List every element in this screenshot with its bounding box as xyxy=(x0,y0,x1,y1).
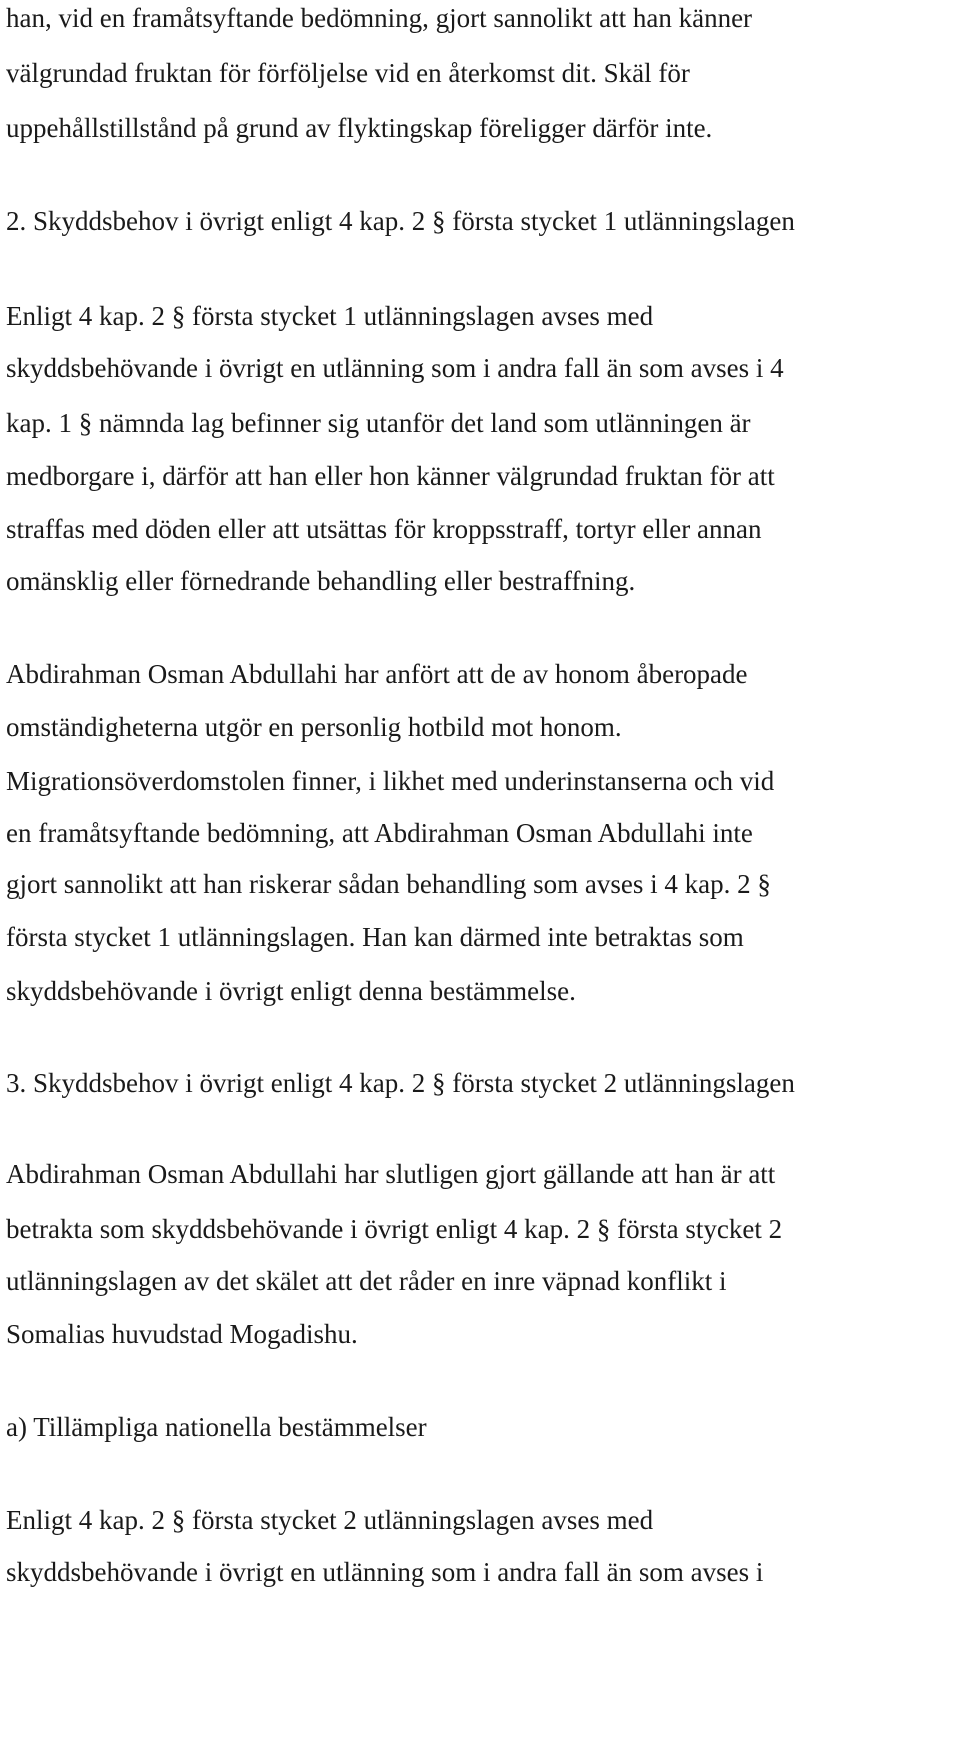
section-heading: 3. Skyddsbehov i övrigt enligt 4 kap. 2 § första stycket 2 utlänningslagen xyxy=(6,1068,795,1098)
text-line: betrakta som skyddsbehövande i övrigt enligt 4 kap. 2 § första stycket 2 xyxy=(6,1214,783,1244)
text-line: Abdirahman Osman Abdullahi har slutligen gjort gällande att han är att xyxy=(6,1159,776,1189)
text-line: skyddsbehövande i övrigt en utlänning som i andra fall än som avses i xyxy=(6,1557,764,1587)
text-line: straffas med döden eller att utsättas för kroppsstraff, tortyr eller annan xyxy=(6,514,762,544)
text-line: välgrundad fruktan för förföljelse vid en återkomst dit. Skäl för xyxy=(6,58,690,88)
text-line: han, vid en framåtsyftande bedömning, gjort sannolikt att han känner xyxy=(6,3,753,33)
text-line: Migrationsöverdomstolen finner, i likhet med underinstanserna och vid xyxy=(6,766,775,796)
text-line: skyddsbehövande i övrigt en utlänning som i andra fall än som avses i 4 xyxy=(6,353,784,383)
section-heading: 2. Skyddsbehov i övrigt enligt 4 kap. 2 § första stycket 1 utlänningslagen xyxy=(6,206,795,236)
text-line: gjort sannolikt att han riskerar sådan behandling som avses i 4 kap. 2 § xyxy=(6,869,771,899)
text-line: Somalias huvudstad Mogadishu. xyxy=(6,1319,358,1349)
text-line: kap. 1 § nämnda lag befinner sig utanför det land som utlänningen är xyxy=(6,408,751,438)
text-line: Abdirahman Osman Abdullahi har anfört att de av honom åberopade xyxy=(6,659,748,689)
subsection-heading: a) Tillämpliga nationella bestämmelser xyxy=(6,1412,427,1442)
text-line: medborgare i, därför att han eller hon känner välgrundad fruktan för att xyxy=(6,461,775,491)
text-line: utlänningslagen av det skälet att det råder en inre väpnad konflikt i xyxy=(6,1266,727,1296)
text-line: skyddsbehövande i övrigt enligt denna bestämmelse. xyxy=(6,976,576,1006)
text-line: Enligt 4 kap. 2 § första stycket 2 utlänningslagen avses med xyxy=(6,1505,654,1535)
text-line: uppehållstillstånd på grund av flyktingskap föreligger därför inte. xyxy=(6,113,713,143)
text-line: omänsklig eller förnedrande behandling eller bestraffning. xyxy=(6,566,636,596)
text-line: Enligt 4 kap. 2 § första stycket 1 utlänningslagen avses med xyxy=(6,301,654,331)
text-line: första stycket 1 utlänningslagen. Han kan därmed inte betraktas som xyxy=(6,922,744,952)
text-line: en framåtsyftande bedömning, att Abdirahman Osman Abdullahi inte xyxy=(6,818,753,848)
text-line: omständigheterna utgör en personlig hotbild mot honom. xyxy=(6,712,622,742)
